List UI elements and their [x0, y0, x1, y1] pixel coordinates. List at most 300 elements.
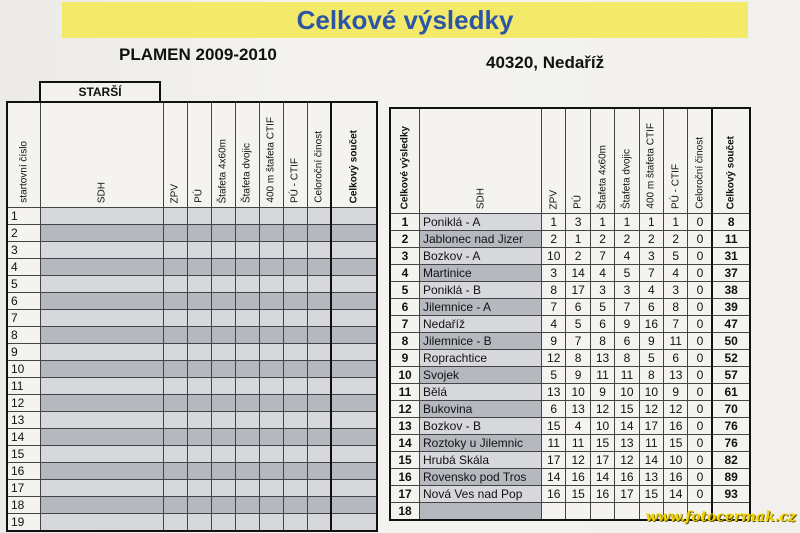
group-label: STARŠÍ	[39, 81, 161, 102]
start-number: 10	[7, 361, 40, 378]
score-cell: 11	[542, 435, 566, 452]
score-cell: 5	[542, 367, 566, 384]
empty-cell	[187, 310, 211, 327]
score-cell: 7	[542, 299, 566, 316]
score-cell: 9	[615, 316, 639, 333]
empty-cell	[187, 276, 211, 293]
score-cell: 13	[542, 384, 566, 401]
score-cell: 15	[590, 435, 614, 452]
score-cell: 7	[664, 316, 688, 333]
score-cell: 6	[590, 316, 614, 333]
score-cell: 8	[590, 333, 614, 350]
total-cell: 50	[712, 333, 750, 350]
empty-cell	[307, 242, 331, 259]
empty-cell	[283, 242, 307, 259]
empty-cell	[40, 497, 163, 514]
empty-cell	[187, 344, 211, 361]
rank-cell: 9	[390, 350, 419, 367]
empty-cell	[211, 242, 235, 259]
empty-cell	[307, 463, 331, 480]
left-results-table	[6, 101, 378, 532]
column-header-wrap	[664, 109, 687, 213]
column-header-label: ZPV	[169, 183, 181, 203]
table-row	[390, 418, 750, 435]
start-number: 18	[7, 497, 40, 514]
empty-cell	[307, 480, 331, 497]
empty-cell	[40, 378, 163, 395]
score-cell: 10	[590, 418, 614, 435]
empty-cell	[283, 429, 307, 446]
column-header-label: Štafeta 4x60m	[217, 138, 229, 203]
empty-cell	[235, 446, 259, 463]
rank-cell: 18	[390, 503, 419, 521]
table-row	[7, 429, 377, 446]
score-cell: 16	[542, 486, 566, 503]
column-header-wrap	[332, 103, 376, 207]
empty-cell	[331, 429, 377, 446]
empty-cell	[40, 446, 163, 463]
score-cell: 14	[566, 265, 590, 282]
column-header-label: Štafeta 4x60m	[597, 144, 609, 209]
score-cell: 0	[688, 384, 712, 401]
empty-cell	[40, 480, 163, 497]
empty-cell	[211, 395, 235, 412]
team-name: Jilemnice - A	[419, 299, 541, 316]
score-cell: 16	[615, 469, 639, 486]
score-cell: 13	[615, 435, 639, 452]
score-cell: 5	[615, 265, 639, 282]
empty-cell	[163, 225, 187, 242]
score-cell: 16	[664, 418, 688, 435]
empty-cell	[187, 378, 211, 395]
empty-cell	[163, 361, 187, 378]
empty-cell	[187, 242, 211, 259]
empty-cell	[307, 446, 331, 463]
empty-cell	[163, 208, 187, 225]
empty-cell	[307, 276, 331, 293]
score-cell: 7	[566, 333, 590, 350]
empty-cell	[283, 446, 307, 463]
empty-cell	[259, 310, 283, 327]
empty-cell	[187, 395, 211, 412]
score-cell: 3	[639, 248, 663, 265]
total-cell: 52	[712, 350, 750, 367]
score-cell: 12	[615, 452, 639, 469]
score-cell: 15	[615, 401, 639, 418]
column-header	[615, 108, 639, 214]
column-header-wrap	[420, 109, 541, 213]
score-cell: 15	[566, 486, 590, 503]
empty-cell	[211, 327, 235, 344]
empty-cell	[259, 446, 283, 463]
start-number: 1	[7, 208, 40, 225]
score-cell: 8	[615, 350, 639, 367]
score-cell: 9	[664, 384, 688, 401]
score-cell: 1	[566, 231, 590, 248]
table-row	[7, 225, 377, 242]
empty-cell	[235, 344, 259, 361]
empty-cell	[259, 395, 283, 412]
score-cell: 0	[688, 350, 712, 367]
score-cell: 1	[590, 214, 614, 231]
rank-cell: 4	[390, 265, 419, 282]
score-cell: 10	[542, 248, 566, 265]
empty-cell	[235, 327, 259, 344]
rank-cell: 3	[390, 248, 419, 265]
score-cell: 3	[566, 214, 590, 231]
empty-cell	[307, 208, 331, 225]
empty-cell	[259, 344, 283, 361]
column-header-label: Štafeta dvojic	[241, 142, 253, 203]
score-cell	[615, 503, 639, 521]
empty-cell	[331, 446, 377, 463]
score-cell: 4	[566, 418, 590, 435]
empty-cell	[187, 446, 211, 463]
team-name: Roprachtice	[419, 350, 541, 367]
score-cell: 11	[664, 333, 688, 350]
total-cell: 8	[712, 214, 750, 231]
score-cell: 0	[688, 282, 712, 299]
empty-cell	[331, 327, 377, 344]
table-row	[7, 497, 377, 514]
empty-cell	[331, 225, 377, 242]
column-header	[390, 108, 419, 214]
score-cell: 2	[639, 231, 663, 248]
total-cell: 11	[712, 231, 750, 248]
score-cell: 16	[566, 469, 590, 486]
table-row	[390, 214, 750, 231]
empty-cell	[211, 225, 235, 242]
total-cell: 76	[712, 418, 750, 435]
score-cell: 8	[566, 350, 590, 367]
table-row	[7, 412, 377, 429]
table-row	[7, 514, 377, 532]
right-results-table	[389, 107, 751, 521]
rank-cell: 5	[390, 282, 419, 299]
empty-cell	[331, 514, 377, 532]
empty-cell	[163, 242, 187, 259]
empty-cell	[283, 259, 307, 276]
score-cell: 17	[639, 418, 663, 435]
column-header-label: Štafeta dvojic	[621, 148, 633, 209]
column-header-label: Celoroční činost	[313, 131, 325, 203]
column-header	[712, 108, 750, 214]
score-cell: 9	[566, 367, 590, 384]
score-cell: 16	[639, 316, 663, 333]
empty-cell	[259, 361, 283, 378]
score-cell: 0	[688, 316, 712, 333]
score-cell: 1	[639, 214, 663, 231]
score-cell: 17	[590, 452, 614, 469]
empty-cell	[331, 208, 377, 225]
empty-cell	[235, 242, 259, 259]
team-name: Hrubá Skála	[419, 452, 541, 469]
column-header	[40, 102, 163, 208]
empty-cell	[211, 259, 235, 276]
table-row	[7, 395, 377, 412]
column-header-wrap	[615, 109, 638, 213]
empty-cell	[40, 344, 163, 361]
start-number: 4	[7, 259, 40, 276]
total-cell: 70	[712, 401, 750, 418]
empty-cell	[283, 361, 307, 378]
empty-cell	[331, 276, 377, 293]
column-header-label: PÚ	[572, 195, 584, 209]
title-banner	[62, 2, 748, 38]
empty-cell	[40, 225, 163, 242]
empty-cell	[211, 480, 235, 497]
empty-cell	[283, 225, 307, 242]
column-header-label: PÚ	[193, 189, 205, 203]
score-cell: 12	[639, 401, 663, 418]
column-header	[688, 108, 712, 214]
total-cell: 31	[712, 248, 750, 265]
empty-cell	[163, 378, 187, 395]
column-header	[259, 102, 283, 208]
score-cell: 11	[566, 435, 590, 452]
empty-cell	[307, 514, 331, 532]
rank-cell: 17	[390, 486, 419, 503]
empty-cell	[235, 293, 259, 310]
score-cell	[542, 503, 566, 521]
total-cell: 47	[712, 316, 750, 333]
empty-cell	[211, 412, 235, 429]
score-cell: 16	[590, 486, 614, 503]
score-cell: 6	[664, 350, 688, 367]
empty-cell	[259, 293, 283, 310]
rank-cell: 13	[390, 418, 419, 435]
empty-cell	[307, 259, 331, 276]
table-row	[390, 435, 750, 452]
start-number: 8	[7, 327, 40, 344]
score-cell: 0	[688, 367, 712, 384]
empty-cell	[187, 327, 211, 344]
score-cell: 9	[639, 333, 663, 350]
empty-cell	[259, 497, 283, 514]
empty-cell	[283, 514, 307, 532]
column-header-wrap	[640, 109, 663, 213]
empty-cell	[331, 242, 377, 259]
table-row	[390, 367, 750, 384]
team-name: Bozkov - B	[419, 418, 541, 435]
empty-cell	[235, 480, 259, 497]
empty-cell	[211, 514, 235, 532]
page-title: Celkové výsledky	[296, 5, 514, 35]
empty-cell	[40, 514, 163, 532]
table-row	[390, 248, 750, 265]
team-name: Nová Ves nad Pop	[419, 486, 541, 503]
empty-cell	[235, 208, 259, 225]
table-row	[390, 401, 750, 418]
table-row	[390, 316, 750, 333]
empty-cell	[163, 395, 187, 412]
empty-cell	[331, 497, 377, 514]
empty-cell	[283, 395, 307, 412]
empty-cell	[40, 327, 163, 344]
start-number: 17	[7, 480, 40, 497]
empty-cell	[235, 463, 259, 480]
empty-cell	[307, 344, 331, 361]
column-header-wrap	[591, 109, 614, 213]
score-cell: 2	[615, 231, 639, 248]
table-row	[7, 310, 377, 327]
empty-cell	[235, 395, 259, 412]
competition-name: PLAMEN 2009-2010	[119, 45, 277, 64]
score-cell: 6	[566, 299, 590, 316]
rank-cell: 2	[390, 231, 419, 248]
table-row	[390, 469, 750, 486]
total-cell: 38	[712, 282, 750, 299]
team-name: Rovensko pod Tros	[419, 469, 541, 486]
score-cell: 11	[639, 435, 663, 452]
score-cell: 15	[664, 435, 688, 452]
score-cell: 2	[542, 231, 566, 248]
empty-cell	[211, 446, 235, 463]
score-cell: 12	[542, 350, 566, 367]
column-header-label: SDH	[475, 187, 486, 209]
team-name: Bozkov - A	[419, 248, 541, 265]
empty-cell	[163, 480, 187, 497]
column-header	[163, 102, 187, 208]
team-name: Jilemnice - B	[419, 333, 541, 350]
score-cell: 14	[639, 452, 663, 469]
empty-cell	[211, 293, 235, 310]
score-cell: 1	[542, 214, 566, 231]
empty-cell	[40, 361, 163, 378]
score-cell: 6	[615, 333, 639, 350]
column-header-wrap	[308, 103, 331, 207]
empty-cell	[40, 259, 163, 276]
score-cell	[566, 503, 590, 521]
table-row	[7, 259, 377, 276]
score-cell: 0	[688, 265, 712, 282]
empty-cell	[259, 429, 283, 446]
score-cell: 17	[615, 486, 639, 503]
empty-cell	[307, 412, 331, 429]
column-header-wrap	[164, 103, 187, 207]
empty-cell	[235, 378, 259, 395]
empty-cell	[163, 276, 187, 293]
column-header-label: startovní číslo	[18, 141, 30, 203]
empty-cell	[331, 259, 377, 276]
table-row	[7, 327, 377, 344]
empty-cell	[211, 429, 235, 446]
score-cell: 7	[639, 265, 663, 282]
empty-cell	[331, 361, 377, 378]
column-header-wrap	[284, 103, 307, 207]
empty-cell	[187, 463, 211, 480]
score-cell: 9	[542, 333, 566, 350]
score-cell: 3	[590, 282, 614, 299]
empty-cell	[211, 276, 235, 293]
table-row	[7, 463, 377, 480]
total-cell: 82	[712, 452, 750, 469]
score-cell: 0	[688, 486, 712, 503]
empty-cell	[163, 259, 187, 276]
column-header-wrap	[8, 103, 40, 207]
empty-cell	[211, 344, 235, 361]
empty-cell	[259, 327, 283, 344]
column-header-label: SDH	[96, 181, 107, 203]
score-cell: 15	[542, 418, 566, 435]
column-header-wrap	[41, 103, 163, 207]
score-cell: 8	[542, 282, 566, 299]
table-row	[390, 452, 750, 469]
column-header-label: Celkové výsledky	[399, 125, 411, 209]
score-cell: 13	[590, 350, 614, 367]
empty-cell	[187, 361, 211, 378]
table-row	[7, 446, 377, 463]
table-row	[390, 333, 750, 350]
table-row	[390, 384, 750, 401]
score-cell: 13	[639, 469, 663, 486]
column-header	[331, 102, 377, 208]
team-name: Nedaříž	[419, 316, 541, 333]
rank-cell: 7	[390, 316, 419, 333]
empty-cell	[235, 497, 259, 514]
score-cell: 0	[688, 231, 712, 248]
score-cell: 10	[615, 384, 639, 401]
empty-cell	[211, 361, 235, 378]
table-row	[7, 242, 377, 259]
empty-cell	[40, 395, 163, 412]
empty-cell	[259, 259, 283, 276]
score-cell: 11	[615, 367, 639, 384]
score-cell: 7	[615, 299, 639, 316]
column-header-wrap	[391, 109, 419, 213]
start-number: 11	[7, 378, 40, 395]
table-row	[390, 299, 750, 316]
empty-cell	[211, 463, 235, 480]
score-cell: 4	[542, 316, 566, 333]
empty-cell	[331, 344, 377, 361]
empty-cell	[163, 514, 187, 532]
empty-cell	[40, 242, 163, 259]
table-row	[390, 486, 750, 503]
start-number: 7	[7, 310, 40, 327]
rank-cell: 6	[390, 299, 419, 316]
empty-cell	[235, 361, 259, 378]
score-cell: 4	[664, 265, 688, 282]
empty-cell	[331, 463, 377, 480]
rank-cell: 10	[390, 367, 419, 384]
empty-cell	[307, 395, 331, 412]
empty-cell	[307, 327, 331, 344]
empty-cell	[259, 242, 283, 259]
header-row	[7, 102, 377, 208]
score-cell: 0	[688, 333, 712, 350]
start-number: 12	[7, 395, 40, 412]
empty-cell	[307, 497, 331, 514]
empty-cell	[187, 429, 211, 446]
score-cell: 10	[664, 452, 688, 469]
empty-cell	[211, 208, 235, 225]
start-number: 6	[7, 293, 40, 310]
empty-cell	[331, 310, 377, 327]
table-row	[390, 265, 750, 282]
column-header-label: PÚ - CTIF	[289, 158, 301, 203]
score-cell: 10	[639, 384, 663, 401]
score-cell: 15	[639, 486, 663, 503]
rank-cell: 1	[390, 214, 419, 231]
empty-cell	[283, 378, 307, 395]
empty-cell	[211, 497, 235, 514]
start-number: 13	[7, 412, 40, 429]
column-header	[664, 108, 688, 214]
empty-cell	[307, 310, 331, 327]
empty-cell	[331, 378, 377, 395]
score-cell: 12	[566, 452, 590, 469]
